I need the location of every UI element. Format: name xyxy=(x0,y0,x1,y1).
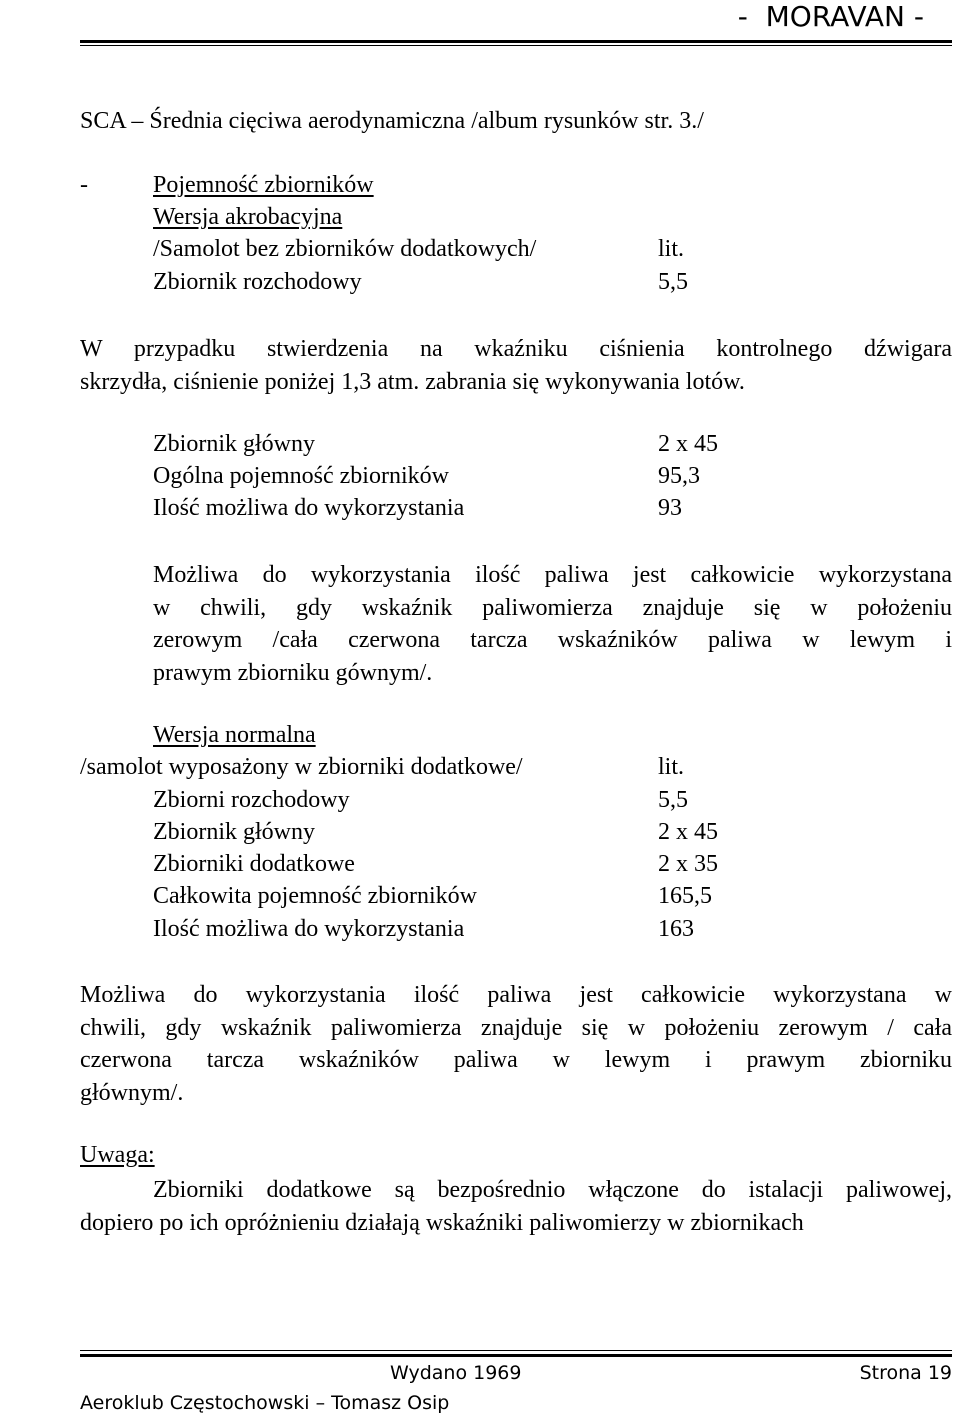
table1-label-0: Zbiornik główny xyxy=(153,431,315,457)
remark-paragraph xyxy=(80,1174,952,1239)
warning-line-2: skrzydła, ciśnienie poniżej 1,3 atm. zabrania się wykonywania lotów. xyxy=(80,368,745,395)
paragraph-1-line-1: Możliwa do wykorzystania ilość paliwa jest całkowicie wykorzystana xyxy=(153,562,952,588)
header-rule xyxy=(80,40,952,43)
table2-value-3: 165,5 xyxy=(658,883,712,909)
table1-value-0: 2 x 45 xyxy=(658,431,718,457)
table1-label-1: Ogólna pojemność zbiorników xyxy=(153,463,449,489)
section1-dash: - xyxy=(80,172,88,198)
table1-label-2: Ilość możliwa do wykorzystania xyxy=(153,495,465,521)
remark-line-2: dopiero po ich opróżnieniu działają wskaźniki paliwomierzy w zbiornikach xyxy=(80,1209,804,1236)
table2-value-2: 2 x 35 xyxy=(658,851,718,877)
table1-value-2: 93 xyxy=(658,495,682,521)
table2-label-0: Zbiorni rozchodowy xyxy=(153,787,350,813)
table1-value-1: 95,3 xyxy=(658,463,700,489)
footer-issued: Wydano 1969 xyxy=(390,1362,522,1384)
section1-unit: lit. xyxy=(658,236,685,262)
section1-subtitle: Wersja akrobacyjna xyxy=(153,204,343,230)
footer-rule-thin xyxy=(80,1350,952,1351)
remark-line-1: Zbiorniki dodatkowe są bezpośrednio włączone do istalacji paliwowej, xyxy=(153,1177,952,1203)
section1-note: /Samolot bez zbiorników dodatkowych/ xyxy=(153,236,537,262)
paragraph-1 xyxy=(153,559,952,689)
paragraph-2-line-3: czerwona tarcza wskaźników paliwa w lewym i prawym zbiorniku xyxy=(80,1047,952,1073)
paragraph-2 xyxy=(80,979,952,1109)
paragraph-1-line-3: zerowym /cała czerwona tarcza wskaźników paliwa w lewym i xyxy=(153,627,952,653)
table2-label-1: Zbiornik główny xyxy=(153,819,315,845)
section2-note: /samolot wyposażony w zbiorniki dodatkowe/ xyxy=(80,754,523,780)
table2-label-2: Zbiorniki dodatkowe xyxy=(153,851,355,877)
section1-row-label: Zbiornik rozchodowy xyxy=(153,269,362,295)
section1-title: Pojemność zbiorników xyxy=(153,172,374,198)
footer-page-number: Strona 19 xyxy=(859,1362,952,1384)
table2-label-3: Całkowita pojemność zbiorników xyxy=(153,883,477,909)
table2-label-4: Ilość możliwa do wykorzystania xyxy=(153,916,465,942)
header-rule-thin xyxy=(80,45,952,46)
footer-rule xyxy=(80,1354,952,1357)
remark-title: Uwaga: xyxy=(80,1142,155,1168)
paragraph-1-line-4: prawym zbiorniku gównym/. xyxy=(153,659,433,686)
paragraph-1-line-2: w chwili, gdy wskaźnik paliwomierza znajduje się w położeniu xyxy=(153,594,952,621)
section1-row-value: 5,5 xyxy=(658,269,688,295)
footer-organization: Aeroklub Częstochowski – Tomasz Osip xyxy=(80,1392,450,1414)
paragraph-2-line-1: Możliwa do wykorzystania ilość paliwa jest całkowicie wykorzystana w xyxy=(80,982,952,1008)
section2-unit: lit. xyxy=(658,754,685,780)
table2-value-0: 5,5 xyxy=(658,787,688,813)
sca-line: SCA – Średnia cięciwa aerodynamiczna /album rysunków str. 3./ xyxy=(80,108,704,134)
header-title: - MORAVAN - xyxy=(737,0,924,33)
warning-line-1: W przypadku stwierdzenia na wkaźniku ciśnienia kontrolnego dźwigara xyxy=(80,336,952,362)
table2-value-1: 2 x 45 xyxy=(658,819,718,845)
paragraph-2-line-2: chwili, gdy wskaźnik paliwomierza znajduje się w położeniu zerowym / cała xyxy=(80,1014,952,1041)
section2-title: Wersja normalna xyxy=(153,722,316,748)
paragraph-2-line-4: głównym/. xyxy=(80,1079,184,1106)
warning-paragraph xyxy=(80,333,952,398)
table2-value-4: 163 xyxy=(658,916,694,942)
